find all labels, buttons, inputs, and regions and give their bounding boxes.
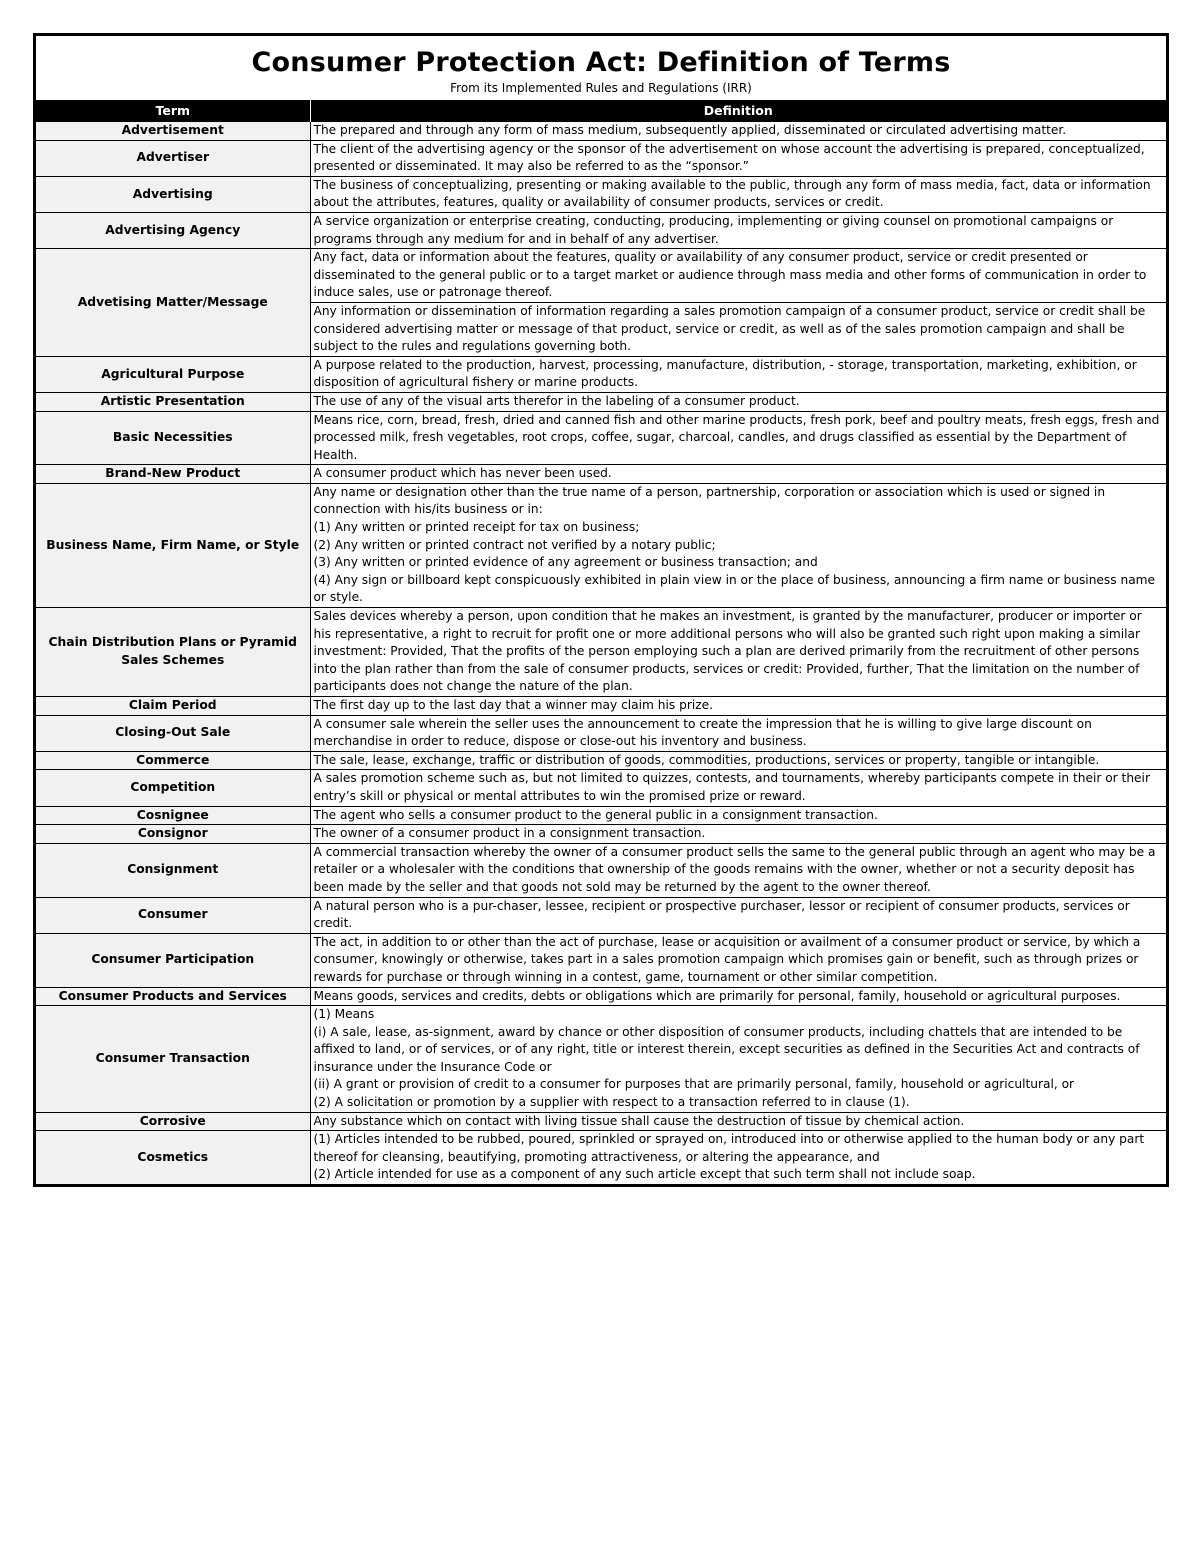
table-row (36, 933, 1166, 987)
definition-cell (310, 176, 1166, 212)
table-row (36, 608, 1166, 697)
definition-text: A consumer sale wherein the seller uses the announcement to create the impression that he is willing to give large discount on merchandise in order to reduce, dispose or close-out his inventory and business. (313, 716, 1092, 749)
definition-cell (310, 987, 1166, 1006)
definition-cell (310, 843, 1166, 897)
table-row (36, 806, 1166, 825)
table-row (36, 697, 1166, 716)
definition-text: The act, in addition to or other than the act of purchase, lease or acquisition or availment of a consumer product or service, by which a consumer, knowingly or otherwise, takes part in a sales promotion campaign which promises gain or benefit, such as through prizes or rewards for purchase or through winning in a contest, game, tournament or other similar competition. (313, 934, 1141, 984)
definition-cell (310, 1112, 1166, 1131)
table-row (36, 1112, 1166, 1131)
definition-text: (1) Means (313, 1007, 375, 1022)
definition-text: The agent who sells a consumer product to the general public in a consignment transaction. (313, 807, 878, 822)
table-row (36, 1131, 1166, 1184)
definition-cell (310, 697, 1166, 716)
table-row (36, 140, 1166, 176)
term-cell: Claim Period (36, 697, 310, 716)
term-cell: Competition (36, 770, 310, 806)
table-body (36, 122, 1166, 1184)
definition-cell (310, 411, 1166, 465)
definition-text: (i) A sale, lease, as-signment, award by chance or other disposition of consumer products, including chattels that are intended to be affixed to land, or of services, or of any right, title or interest therein, except securities as defined in the Securities Act and contracts of insurance under the Insurance Code or (313, 1024, 1140, 1074)
term-cell: Advertising (36, 176, 310, 212)
term-cell: Advertiser (36, 140, 310, 176)
document-header (36, 36, 1166, 100)
definition-cell (310, 356, 1166, 392)
definition-text: A service organization or enterprise creating, conducting, producing, implementing or giving counsel on promotional campaigns or programs through any medium for and in behalf of any advertiser. (313, 213, 1114, 246)
definition-cell (310, 933, 1166, 987)
definition-text: (1) Any written or printed receipt for tax on business; (313, 520, 640, 535)
table-row (36, 176, 1166, 212)
definition-text: Any fact, data or information about the features, quality or availability of any consumer product, service or credit presented or disseminated to the general public or to a target market or audience through mass media and other forms of communication in order to induce sales, use or patronage thereof. (313, 250, 1147, 300)
definition-text: Any information or dissemination of information regarding a sales promotion campaign of a consumer product, service or credit shall be considered advertising matter or message of that product, service or credit, as well as of the sales promotion campaign and shall be subject to the rules and regulations governing both. (313, 303, 1146, 354)
term-cell: Consumer Products and Services (36, 987, 310, 1006)
definition-text: Means rice, corn, bread, fresh, dried and canned fish and other marine products, fresh pork, beef and poultry meats, fresh eggs, fresh and processed milk, fresh vegetables, root crops, coffee, sugar, charcoal, candles, and drugs classified as essential by the Department of Health. (313, 412, 1160, 462)
definition-column-header: Definition (310, 100, 1166, 122)
table-row (36, 1006, 1166, 1113)
table-row (36, 465, 1166, 484)
definition-text: (2) Any written or printed contract not verified by a notary public; (313, 537, 716, 552)
table-row (36, 751, 1166, 770)
table-row (36, 249, 1166, 303)
definition-text: A natural person who is a pur-chaser, lessee, recipient or prospective purchaser, lessor or recipient of consumer products, services or credit. (313, 898, 1130, 931)
table-row (36, 897, 1166, 933)
term-cell: Advertising Agency (36, 212, 310, 248)
table-row (36, 356, 1166, 392)
definition-text: (2) A solicitation or promotion by a supplier with respect to a transaction referred to in clause (1). (313, 1095, 910, 1110)
definition-text: Sales devices whereby a person, upon condition that he makes an investment, is granted by the manufacturer, producer or importer or his representative, a right to recruit for profit one or more additional persons who will also be granted such right upon making a similar investment: Provided, That the profits of the person employing such a plan are derived primarily from the recruitment of other persons into the plan rather than from the sale of consumer products, services or credit: Provided, further, That the limitation on the number of participants does not change the nature of the plan. (313, 609, 1142, 694)
term-column-header: Term (36, 100, 310, 122)
definition-cell (310, 825, 1166, 844)
term-cell: Artistic Presentation (36, 392, 310, 411)
document-title: Consumer Protection Act: Definition of Terms (251, 47, 951, 78)
document-subtitle: From its Implemented Rules and Regulations (IRR) (450, 81, 752, 95)
definitions-table (36, 100, 1166, 1184)
definition-text: (3) Any written or printed evidence of any agreement or business transaction; and (313, 555, 818, 570)
table-row (36, 411, 1166, 465)
table-row (36, 212, 1166, 248)
table-row (36, 715, 1166, 751)
term-cell: Closing-Out Sale (36, 715, 310, 751)
definition-text: (ii) A grant or provision of credit to a consumer for purposes that are primarily personal, family, household or agricultural, or (313, 1077, 1075, 1092)
definition-cell (310, 122, 1166, 140)
term-cell: Consignor (36, 825, 310, 844)
definition-cell (310, 897, 1166, 933)
definition-cell (310, 806, 1166, 825)
definition-text: The sale, lease, exchange, traffic or distribution of goods, commodities, productions, services or property, tangible or intangible. (313, 752, 1100, 767)
definition-text: A purpose related to the production, harvest, processing, manufacture, distribution, - storage, transportation, marketing, exhibition, or disposition of agricultural fishery or marine products. (313, 357, 1137, 390)
term-cell: Consumer Transaction (36, 1006, 310, 1113)
table-row (36, 392, 1166, 411)
definition-cell (310, 140, 1166, 176)
definition-text: A commercial transaction whereby the owner of a consumer product sells the same to the general public through an agent who may be a retailer or a wholesaler with the conditions that ownership of the goods remains with the owner, whether or not a security deposit has been made by the seller and that goods not sold may be returned by the agent to the owner thereof. (313, 844, 1156, 894)
definition-cell (310, 249, 1166, 303)
definition-text: The owner of a consumer product in a consignment transaction. (313, 826, 706, 841)
definition-text: Means goods, services and credits, debts or obligations which are primarily for personal, family, household or agricultural purposes. (313, 988, 1121, 1003)
table-header-row (36, 100, 1166, 122)
term-cell: Brand-New Product (36, 465, 310, 484)
definition-text: (4) Any sign or billboard kept conspicuously exhibited in plain view in or the place of business, announcing a firm name or business name or style. (313, 572, 1156, 605)
table-row (36, 770, 1166, 806)
term-cell: Corrosive (36, 1112, 310, 1131)
definition-cell (310, 465, 1166, 484)
definition-cell (310, 751, 1166, 770)
definition-text: A consumer product which has never been used. (313, 466, 612, 481)
term-cell: Business Name, Firm Name, or Style (36, 483, 310, 607)
document-sheet (33, 33, 1169, 1187)
definition-cell (310, 302, 1166, 356)
term-cell: Consumer Participation (36, 933, 310, 987)
definition-text: The client of the advertising agency or the sponsor of the advertisement on whose account the advertising is prepared, conceptualized, presented or disseminated. It may also be referred to as the “sponsor.” (313, 141, 1145, 174)
term-cell: Basic Necessities (36, 411, 310, 465)
term-cell: Cosnignee (36, 806, 310, 825)
term-cell: Agricultural Purpose (36, 356, 310, 392)
table-row (36, 483, 1166, 607)
table-row (36, 987, 1166, 1006)
term-cell: Cosmetics (36, 1131, 310, 1184)
definition-cell (310, 483, 1166, 607)
term-cell: Consumer (36, 897, 310, 933)
term-cell: Advertisement (36, 122, 310, 140)
definition-text: (2) Article intended for use as a component of any such article except that such term shall not include soap. (313, 1167, 976, 1182)
definition-text: Any substance which on contact with living tissue shall cause the destruction of tissue by chemical action. (313, 1113, 965, 1128)
term-cell: Advetising Matter/Message (36, 249, 310, 357)
table-row (36, 843, 1166, 897)
definition-cell (310, 1131, 1166, 1184)
term-cell: Commerce (36, 751, 310, 770)
table-row (36, 122, 1166, 140)
table-row (36, 825, 1166, 844)
definition-cell (310, 392, 1166, 411)
term-cell: Consignment (36, 843, 310, 897)
term-cell: Chain Distribution Plans or Pyramid Sales Schemes (36, 608, 310, 697)
definition-cell (310, 212, 1166, 248)
definition-cell (310, 608, 1166, 697)
definition-text: (1) Articles intended to be rubbed, poured, sprinkled or sprayed on, introduced into or otherwise applied to the human body or any part thereof for cleansing, beautifying, promoting attractiveness, or altering the appearance, and (313, 1132, 1145, 1164)
definition-text: A sales promotion scheme such as, but not limited to quizzes, contests, and tournaments, whereby participants compete in their or their entry’s skill or physical or mental attributes to win the promised prize or reward. (313, 771, 1150, 803)
definition-text: Any name or designation other than the true name of a person, partnership, corporation or association which is used or signed in connection with his/its business or in: (313, 484, 1106, 517)
definition-cell (310, 770, 1166, 806)
definition-cell (310, 1006, 1166, 1113)
definition-text: The use of any of the visual arts therefor in the labeling of a consumer product. (313, 393, 800, 408)
definition-text: The business of conceptualizing, presenting or making available to the public, through any form of mass media, fact, data or information about the attributes, features, quality or availability of consumer products, services or credit. (313, 177, 1151, 210)
definition-cell (310, 715, 1166, 751)
definition-text: The prepared and through any form of mass medium, subsequently applied, disseminated or circulated advertising matter. (313, 123, 1067, 137)
definition-text: The first day up to the last day that a winner may claim his prize. (313, 698, 713, 712)
